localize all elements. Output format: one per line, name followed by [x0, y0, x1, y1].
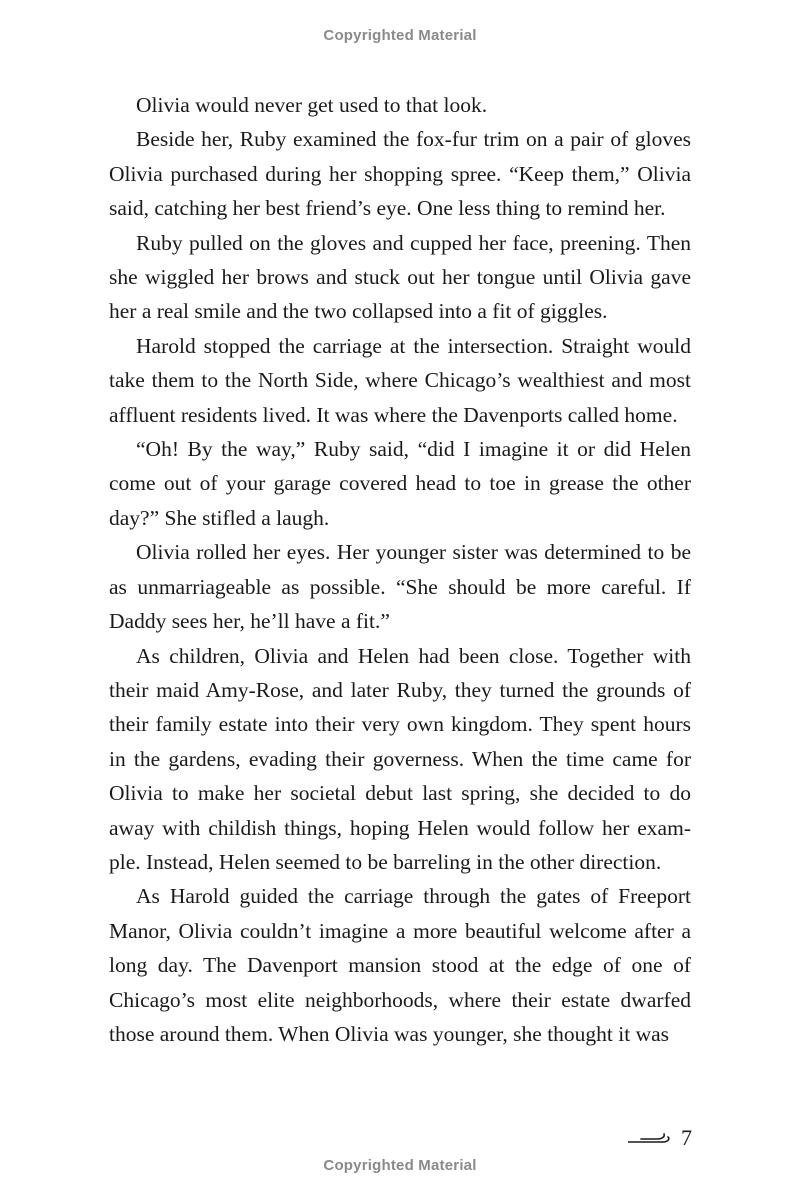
paragraph-1: Olivia would never get used to that look. — [136, 93, 488, 117]
paragraph-5: “Oh! By the way,” Ruby said, “did I imagine it or did Helen come out of your garage covered head to toe in grease the other day?” She stifled a laugh. — [109, 437, 691, 530]
paragraph-4: Harold stopped the carriage at the intersection. Straight would take them to the North Side, where Chicago’s wealthiest and most affluent residents lived. It was where the Davenports called home. — [109, 333, 691, 427]
copyright-watermark-bottom: Copyrighted Material — [323, 1157, 477, 1174]
paragraph-6: Olivia rolled her eyes. Her younger sister was determined to be as unmarriageable as possible. “She should be more careful. If Daddy sees her, he’ll have a fit.” — [109, 540, 691, 634]
page-body-text — [109, 88, 691, 1051]
copyright-watermark-top: Copyrighted Material — [323, 27, 477, 44]
page-number: 7 — [681, 1125, 692, 1150]
paragraph-2: Beside her, Ruby examined the fox-fur trim on a pair of gloves Olivia purchased during her shopping spree. “Keep them,” Olivia said, catching her best friend’s eye. One less thing to remind her. — [109, 127, 691, 221]
paragraph-3: Ruby pulled on the gloves and cupped her face, preening. Then she wiggled her brows and stuck out her tongue until Olivia gave her a real smile and the two collapsed into a fit of giggles. — [109, 230, 691, 324]
page-footer — [627, 1125, 692, 1151]
paragraph-7: As children, Olivia and Helen had been close. Together with their maid Amy-Rose, and later Ruby, they turned the grounds of their family estate into their very own kingdom. They spent hours in the gardens, evading their governess. When the time came for Olivia to make her societal debut last spring, she decided to do away with childish things, hoping Helen would follow her example. Instead, Helen seemed to be barreling in the other direction. — [109, 643, 691, 874]
paragraph-8: As Harold guided the carriage through the gates of Freeport Manor, Olivia couldn’t imagine a more beautiful welcome after a long day. The Davenport mansion stood at the edge of one of Chicago’s most elite neighborhoods, where their estate dwarfed those around them. When Olivia was younger, she thought it was — [109, 884, 691, 1046]
swirl-ornament-icon — [627, 1130, 671, 1146]
